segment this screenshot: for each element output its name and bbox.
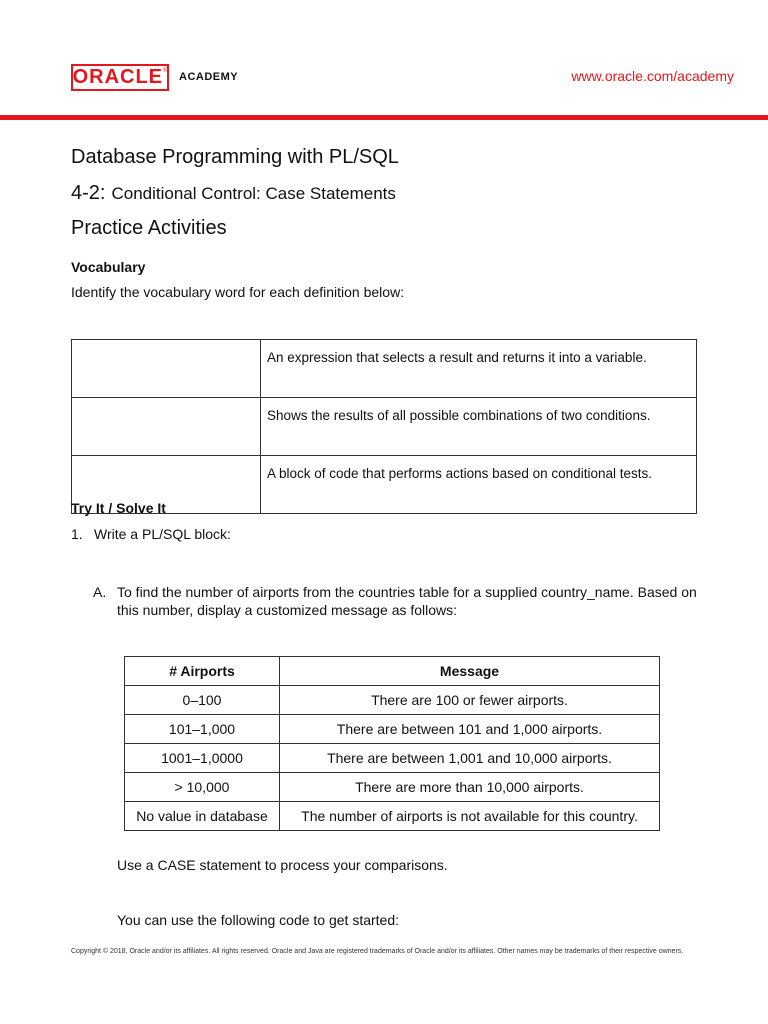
vocabulary-definition: A block of code that performs actions based on conditional tests.	[261, 456, 697, 514]
sub-item	[93, 583, 703, 619]
course-title: Database Programming with PL/SQL	[71, 146, 399, 168]
airports-message: There are between 1,001 and 10,000 airports.	[280, 744, 660, 773]
registered-mark: ®	[163, 68, 168, 74]
lesson-number: 4-2:	[71, 182, 106, 204]
table-row	[72, 398, 697, 456]
airports-message: There are 100 or fewer airports.	[280, 686, 660, 715]
vocabulary-word-cell[interactable]	[72, 340, 261, 398]
airports-range: 101–1,000	[125, 715, 280, 744]
case-statement-note: Use a CASE statement to process your comparisons.	[117, 857, 448, 873]
table-row	[72, 340, 697, 398]
airports-range: No value in database	[125, 802, 280, 831]
lesson-name: Conditional Control: Case Statements	[111, 184, 396, 203]
airports-message: The number of airports is not available for this country.	[280, 802, 660, 831]
item-number: 1.	[71, 526, 83, 542]
try-it-heading: Try It / Solve It	[71, 500, 166, 516]
table-row	[125, 744, 660, 773]
table-row	[125, 802, 660, 831]
lesson-title	[71, 182, 396, 205]
copyright-notice: Copyright © 2018, Oracle and/or its affiliates. All rights reserved. Oracle and Java are registered trademarks of Oracle and/or its affiliates. Other names may be trademarks of their respective owners.	[71, 948, 684, 955]
sub-item-label: A.	[93, 584, 107, 600]
column-header-message: Message	[280, 657, 660, 686]
header-divider	[0, 115, 768, 120]
item-text: Write a PL/SQL block:	[94, 526, 231, 542]
starter-code-note: You can use the following code to get started:	[117, 912, 400, 928]
academy-url-link[interactable]: www.oracle.com/academy	[571, 68, 734, 84]
airports-range: > 10,000	[125, 773, 280, 802]
column-header-airports: # Airports	[125, 657, 280, 686]
table-row	[125, 715, 660, 744]
table-row	[125, 686, 660, 715]
vocabulary-definition: An expression that selects a result and returns it into a variable.	[261, 340, 697, 398]
airports-message: There are between 101 and 1,000 airports.	[280, 715, 660, 744]
academy-label: ACADEMY	[179, 71, 239, 83]
activity-title: Practice Activities	[71, 217, 227, 239]
airports-range: 0–100	[125, 686, 280, 715]
table-header-row	[125, 657, 660, 686]
table-row	[125, 773, 660, 802]
vocabulary-word-cell[interactable]	[72, 398, 261, 456]
airports-range: 1001–1,0000	[125, 744, 280, 773]
vocabulary-instructions: Identify the vocabulary word for each definition below:	[71, 284, 405, 300]
airports-table	[124, 656, 660, 831]
oracle-logo	[71, 64, 169, 91]
list-item	[71, 526, 231, 542]
oracle-logo-text: ORACLE	[72, 66, 164, 88]
airports-message: There are more than 10,000 airports.	[280, 773, 660, 802]
vocabulary-definition: Shows the results of all possible combinations of two conditions.	[261, 398, 697, 456]
vocabulary-heading: Vocabulary	[71, 259, 146, 275]
vocabulary-table	[71, 339, 697, 514]
sub-item-text: To find the number of airports from the countries table for a supplied country_name. Based on this number, display a customized message as follows:	[117, 584, 697, 618]
